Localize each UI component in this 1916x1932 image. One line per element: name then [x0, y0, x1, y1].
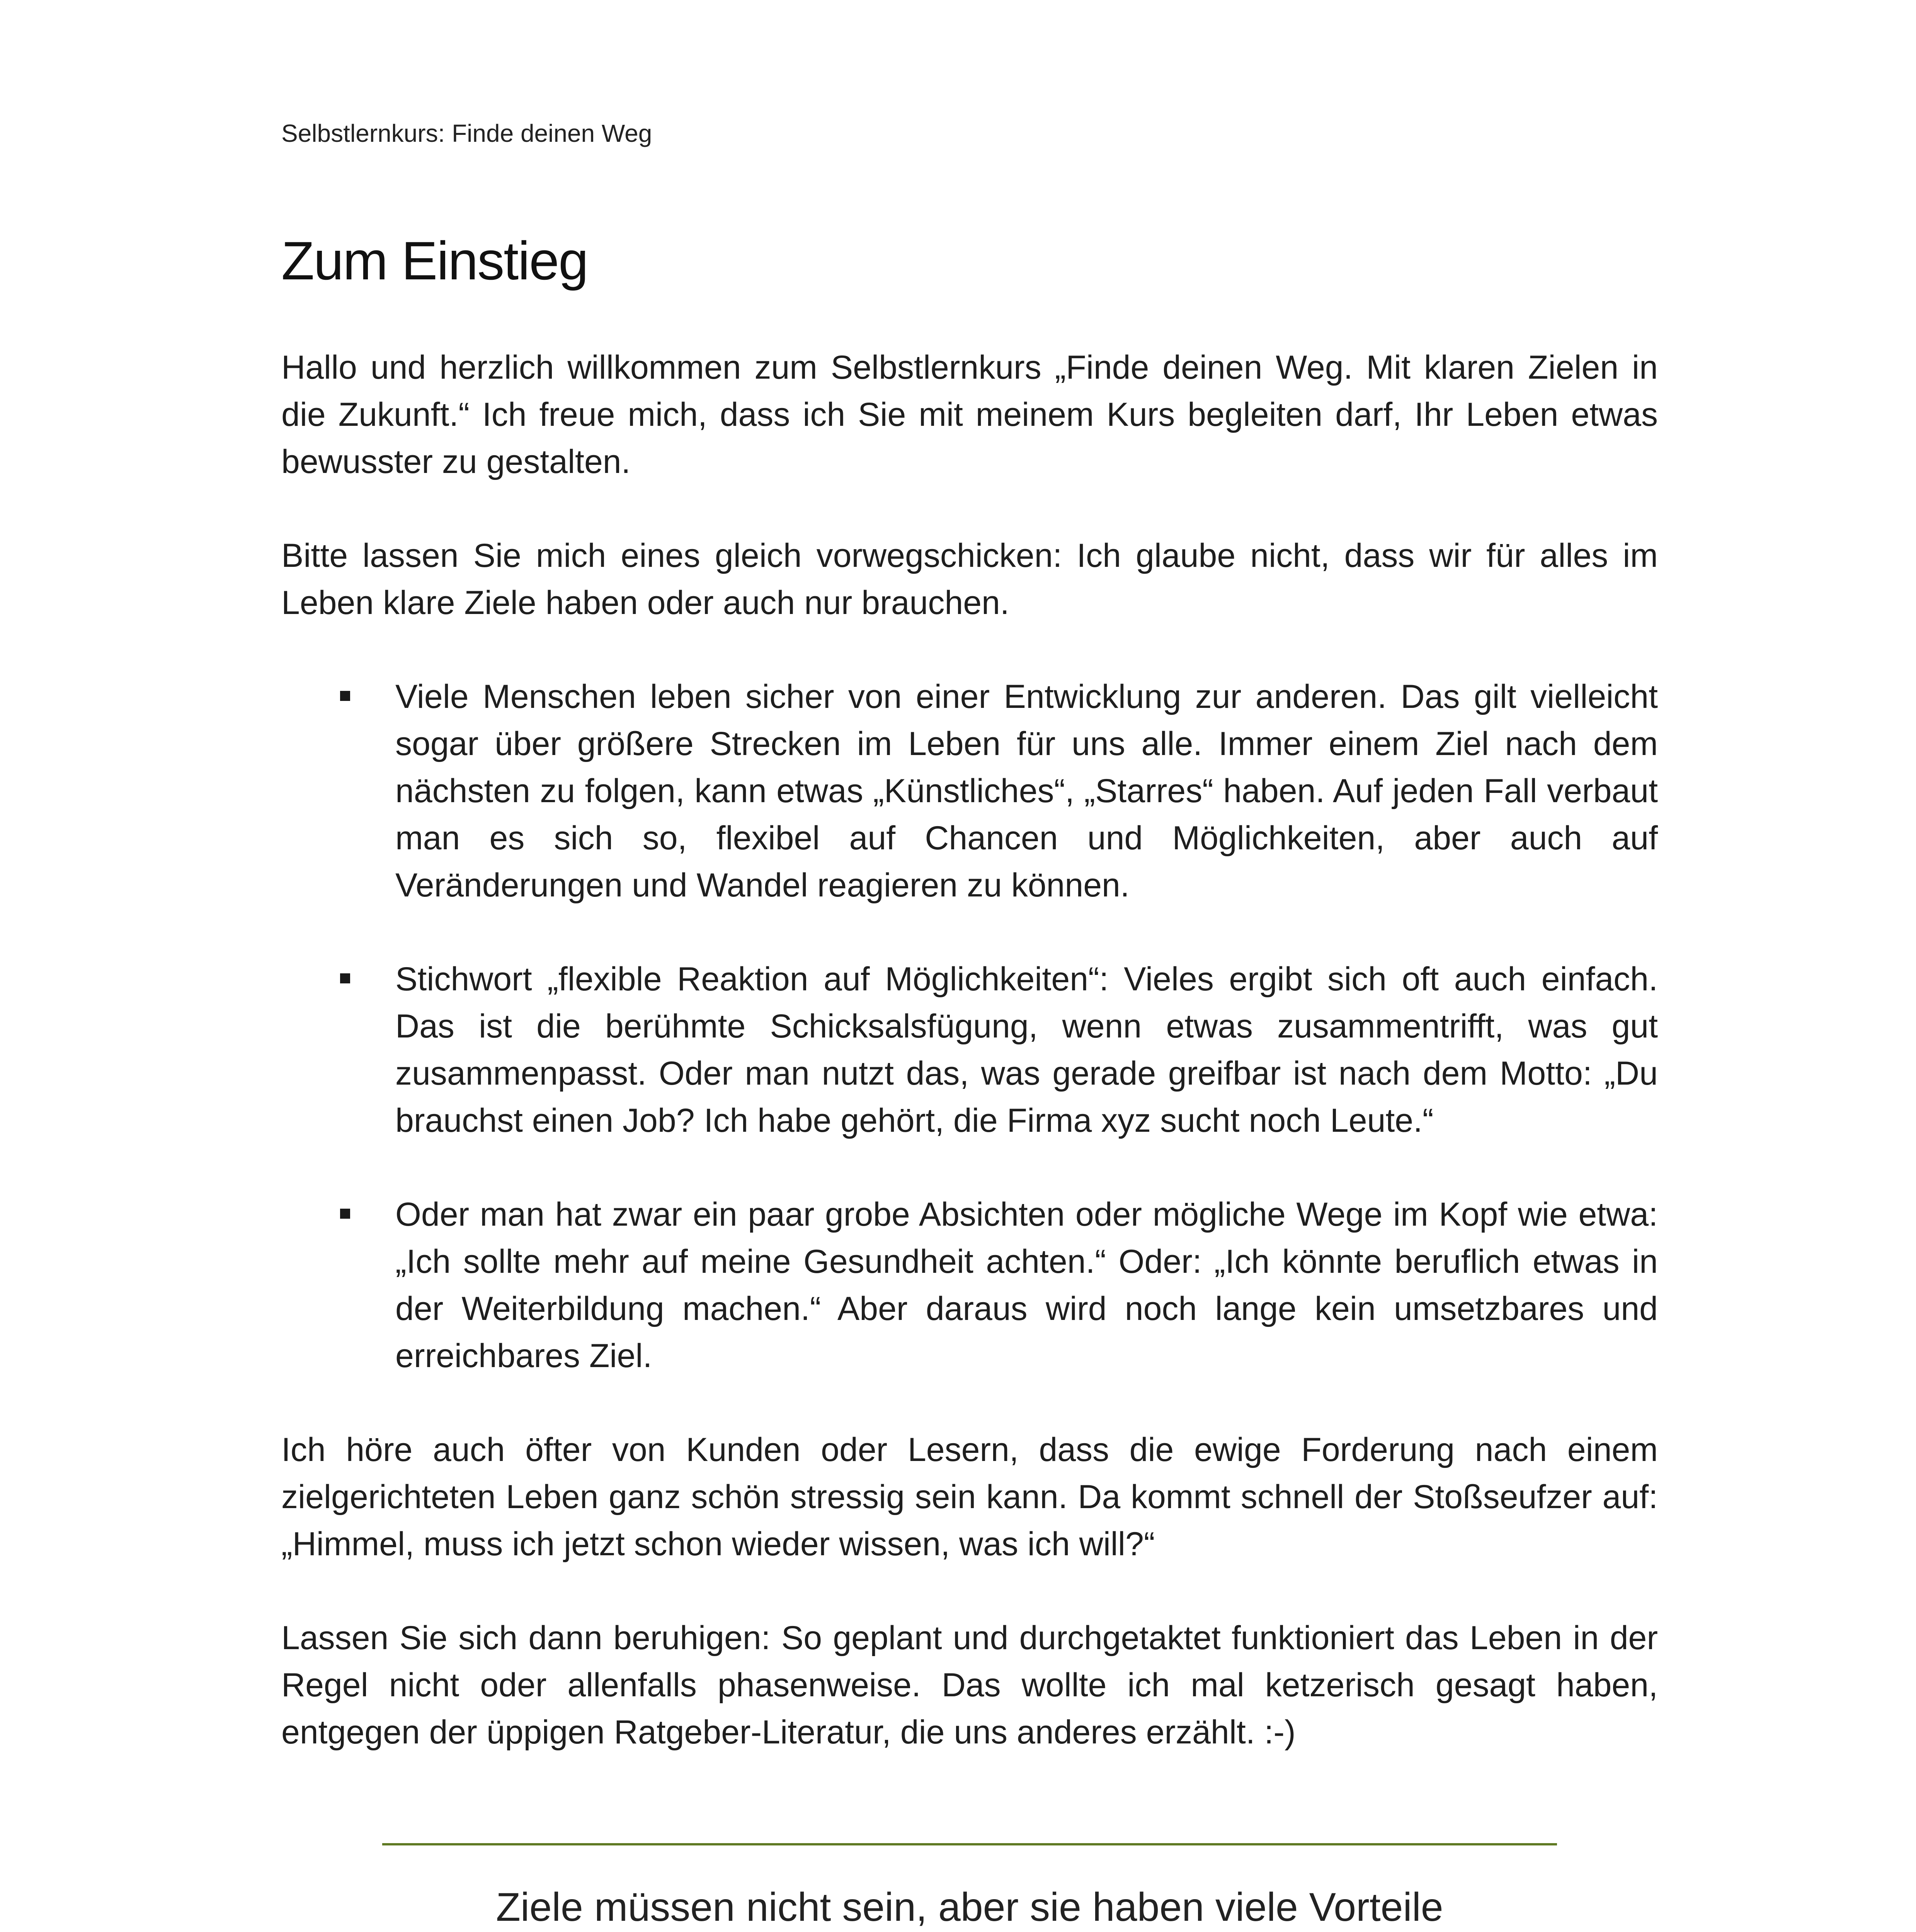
pull-quote: [382, 1803, 1557, 1932]
intro-paragraph: Hallo und herzlich willkommen zum Selbstlernkurs „Finde deinen Weg. Mit klaren Zielen in die Zukunft.“ Ich freue mich, dass ich Sie mit meinem Kurs begleiten darf, Ihr Leben etwas bewusster zu gestalten.: [281, 349, 1658, 480]
list-item-text: Viele Menschen leben sicher von einer Entwicklung zur anderen. Das gilt vielleicht sogar über größere Strecken im Leben für uns alle. Immer einem Ziel nach dem nächsten zu folgen, kann etwas „Künstliches“, „Starres“ haben. Auf jeden Fall verbaut man es sich so, flexibel auf Chancen und Möglichkeiten, aber auch auf Veränderungen und Wandel reagieren zu können.: [395, 678, 1658, 904]
intro-paragraph: Bitte lassen Sie mich eines gleich vorwegschicken: Ich glaube nicht, dass wir für alles im Leben klare Ziele haben oder auch nur brauchen.: [281, 537, 1658, 621]
running-header: Selbstlernkurs: Finde deinen Weg: [281, 119, 652, 147]
pull-quote-text: Ziele müssen nicht sein, aber sie haben viele Vorteile: [496, 1885, 1443, 1930]
square-bullet-icon: [340, 1209, 350, 1219]
list-item-text: Oder man hat zwar ein paar grobe Absichten oder mögliche Wege im Kopf wie etwa: „Ich sollte mehr auf meine Gesundheit achten.“ Oder: „Ich könnte beruflich etwas in der Weiterbildung machen.“ Aber daraus wird noch lange kein umsetzbares und erreichbares Ziel.: [395, 1196, 1658, 1374]
bullet-list: [281, 673, 1658, 1379]
square-bullet-icon: [340, 973, 350, 983]
body-content: [281, 344, 1658, 1932]
square-bullet-icon: [340, 691, 350, 701]
list-item: [281, 956, 1658, 1144]
list-item-text: Stichwort „flexible Reaktion auf Möglichkeiten“: Vieles ergibt sich oft auch einfach. Das ist die berühmte Schicksalsfügung, wenn etwas zusammentrifft, was gut zusammenpasst. Oder man nutzt das, was gerade greifbar ist nach dem Motto: „Du brauchst einen Job? Ich habe gehört, die Firma xyz sucht noch Leute.“: [395, 961, 1658, 1139]
body-paragraph: Lassen Sie sich dann beruhigen: So geplant und durchgetaktet funktioniert das Leben in der Regel nicht oder allenfalls phasenweise. Das wollte ich mal ketzerisch gesagt haben, entgegen der üppigen Ratgeber-Literatur, die uns anderes erzählt. :-): [281, 1619, 1658, 1751]
page-title: Zum Einstieg: [281, 230, 588, 291]
list-item: [281, 673, 1658, 909]
list-item: [281, 1191, 1658, 1379]
body-paragraph: Ich höre auch öfter von Kunden oder Lesern, dass die ewige Forderung nach einem zielgerichteten Leben ganz schön stressig sein kann. Da kommt schnell der Stoßseufzer auf: „Himmel, muss ich jetzt schon wieder wissen, was ich will?“: [281, 1431, 1658, 1563]
